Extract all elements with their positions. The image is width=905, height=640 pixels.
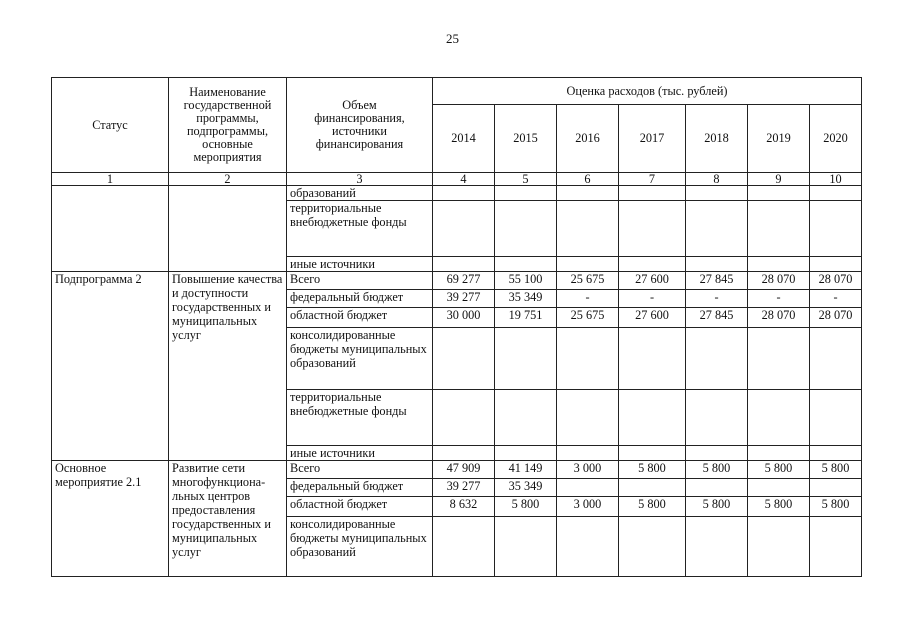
value-cell: 55 100: [495, 272, 557, 290]
header-year: 2015: [495, 105, 557, 173]
value-cell: 5 800: [495, 497, 557, 517]
value-cell: [495, 517, 557, 577]
value-cell: 27 845: [686, 308, 748, 328]
name-cell: [169, 186, 287, 272]
value-cell: [619, 257, 686, 272]
value-cell: [810, 201, 862, 257]
value-cell: [557, 186, 619, 201]
value-cell: [433, 201, 495, 257]
value-cell: [686, 328, 748, 390]
source-cell: областной бюджет: [287, 308, 433, 328]
column-index: 6: [557, 173, 619, 186]
header-name-line: государственной: [183, 98, 272, 112]
source-cell: иные источники: [287, 446, 433, 461]
value-cell: 39 277: [433, 479, 495, 497]
source-cell: федеральный бюджет: [287, 290, 433, 308]
source-cell: Всего: [287, 461, 433, 479]
value-cell: [495, 257, 557, 272]
source-cell: территориальные внебюджетные фонды: [287, 390, 433, 446]
header-volume: [287, 78, 433, 173]
value-cell: [433, 517, 495, 577]
value-cell: [748, 446, 810, 461]
status-cell: Основное мероприятие 2.1: [52, 461, 169, 577]
value-cell: [748, 201, 810, 257]
value-cell: 27 600: [619, 308, 686, 328]
value-cell: 35 349: [495, 479, 557, 497]
value-cell: [748, 517, 810, 577]
header-name: [169, 78, 287, 173]
value-cell: 30 000: [433, 308, 495, 328]
table-row: [52, 186, 862, 201]
value-cell: [557, 390, 619, 446]
page-number: 25: [446, 31, 459, 46]
value-cell: [557, 479, 619, 497]
header-estimate: Оценка расходов (тыс. рублей): [433, 78, 862, 105]
name-cell: Повышение качества и доступности государственных и муниципальных услуг: [169, 272, 287, 461]
value-cell: [686, 479, 748, 497]
value-cell: [748, 328, 810, 390]
value-cell: [433, 446, 495, 461]
value-cell: 27 845: [686, 272, 748, 290]
value-cell: 25 675: [557, 308, 619, 328]
header-year: 2017: [619, 105, 686, 173]
value-cell: [748, 186, 810, 201]
source-cell: консолидированные бюджеты муниципальных образований: [287, 328, 433, 390]
header-volume-line: финансирования: [315, 137, 404, 151]
value-cell: 27 600: [619, 272, 686, 290]
value-cell: [748, 479, 810, 497]
value-cell: [433, 390, 495, 446]
header-year: 2019: [748, 105, 810, 173]
value-cell: [619, 201, 686, 257]
value-cell: -: [619, 290, 686, 308]
value-cell: 5 800: [686, 497, 748, 517]
source-cell: Всего: [287, 272, 433, 290]
value-cell: 41 149: [495, 461, 557, 479]
name-cell: Развитие сети многофункциона-льных центров предоставления государственных и муниципальных услуг: [169, 461, 287, 577]
header-volume-line: источники: [332, 124, 387, 138]
value-cell: -: [748, 290, 810, 308]
value-cell: [557, 517, 619, 577]
column-index: 2: [169, 173, 287, 186]
value-cell: [495, 328, 557, 390]
value-cell: [619, 328, 686, 390]
header-year: 2018: [686, 105, 748, 173]
value-cell: [557, 328, 619, 390]
value-cell: 39 277: [433, 290, 495, 308]
value-cell: [619, 186, 686, 201]
header-year: 2014: [433, 105, 495, 173]
value-cell: [433, 257, 495, 272]
value-cell: 25 675: [557, 272, 619, 290]
column-index: 1: [52, 173, 169, 186]
value-cell: [557, 201, 619, 257]
value-cell: [495, 446, 557, 461]
column-index-row: [52, 173, 862, 186]
value-cell: [557, 257, 619, 272]
value-cell: [810, 479, 862, 497]
value-cell: [619, 446, 686, 461]
value-cell: 8 632: [433, 497, 495, 517]
value-cell: 5 800: [810, 497, 862, 517]
value-cell: [686, 390, 748, 446]
value-cell: 69 277: [433, 272, 495, 290]
value-cell: -: [686, 290, 748, 308]
header-volume-line: финансирования,: [314, 111, 405, 125]
value-cell: 5 800: [748, 497, 810, 517]
header-year: 2016: [557, 105, 619, 173]
value-cell: [495, 390, 557, 446]
value-cell: [433, 186, 495, 201]
value-cell: 5 800: [686, 461, 748, 479]
column-index: 9: [748, 173, 810, 186]
source-cell: областной бюджет: [287, 497, 433, 517]
value-cell: [686, 517, 748, 577]
value-cell: [686, 257, 748, 272]
value-cell: 28 070: [810, 272, 862, 290]
source-cell: образований: [287, 186, 433, 201]
value-cell: 5 800: [748, 461, 810, 479]
value-cell: [810, 257, 862, 272]
value-cell: [433, 328, 495, 390]
header-name-line: мероприятия: [193, 150, 262, 164]
source-cell: территориальные внебюджетные фонды: [287, 201, 433, 257]
value-cell: 5 800: [619, 461, 686, 479]
value-cell: [810, 328, 862, 390]
column-index: 7: [619, 173, 686, 186]
value-cell: [557, 446, 619, 461]
status-cell: [52, 186, 169, 272]
value-cell: 5 800: [619, 497, 686, 517]
value-cell: [748, 257, 810, 272]
header-volume-line: Объем: [342, 98, 377, 112]
table-row: [52, 461, 862, 479]
value-cell: [495, 186, 557, 201]
value-cell: [686, 186, 748, 201]
financing-table: [51, 77, 862, 577]
header-name-line: Наименование: [189, 85, 266, 99]
table-row: [52, 272, 862, 290]
value-cell: 3 000: [557, 461, 619, 479]
value-cell: 28 070: [748, 272, 810, 290]
value-cell: [619, 390, 686, 446]
column-index: 3: [287, 173, 433, 186]
source-cell: консолидированные бюджеты муниципальных образований: [287, 517, 433, 577]
header-name-line: подпрограммы,: [186, 124, 269, 138]
value-cell: [748, 390, 810, 446]
value-cell: [619, 479, 686, 497]
column-index: 5: [495, 173, 557, 186]
value-cell: [686, 446, 748, 461]
source-cell: иные источники: [287, 257, 433, 272]
value-cell: [810, 446, 862, 461]
column-index: 4: [433, 173, 495, 186]
value-cell: 47 909: [433, 461, 495, 479]
value-cell: 35 349: [495, 290, 557, 308]
header-year: 2020: [810, 105, 862, 173]
value-cell: -: [557, 290, 619, 308]
value-cell: [619, 517, 686, 577]
value-cell: [686, 201, 748, 257]
value-cell: 28 070: [810, 308, 862, 328]
value-cell: -: [810, 290, 862, 308]
column-index: 8: [686, 173, 748, 186]
header-name-line: основные: [202, 137, 253, 151]
value-cell: [810, 390, 862, 446]
value-cell: [810, 517, 862, 577]
status-cell: Подпрограмма 2: [52, 272, 169, 461]
column-index: 10: [810, 173, 862, 186]
value-cell: 28 070: [748, 308, 810, 328]
source-cell: федеральный бюджет: [287, 479, 433, 497]
header-name-line: программы,: [196, 111, 259, 125]
value-cell: 5 800: [810, 461, 862, 479]
value-cell: [810, 186, 862, 201]
header-status: Статус: [52, 78, 169, 173]
value-cell: [495, 201, 557, 257]
value-cell: 19 751: [495, 308, 557, 328]
value-cell: 3 000: [557, 497, 619, 517]
